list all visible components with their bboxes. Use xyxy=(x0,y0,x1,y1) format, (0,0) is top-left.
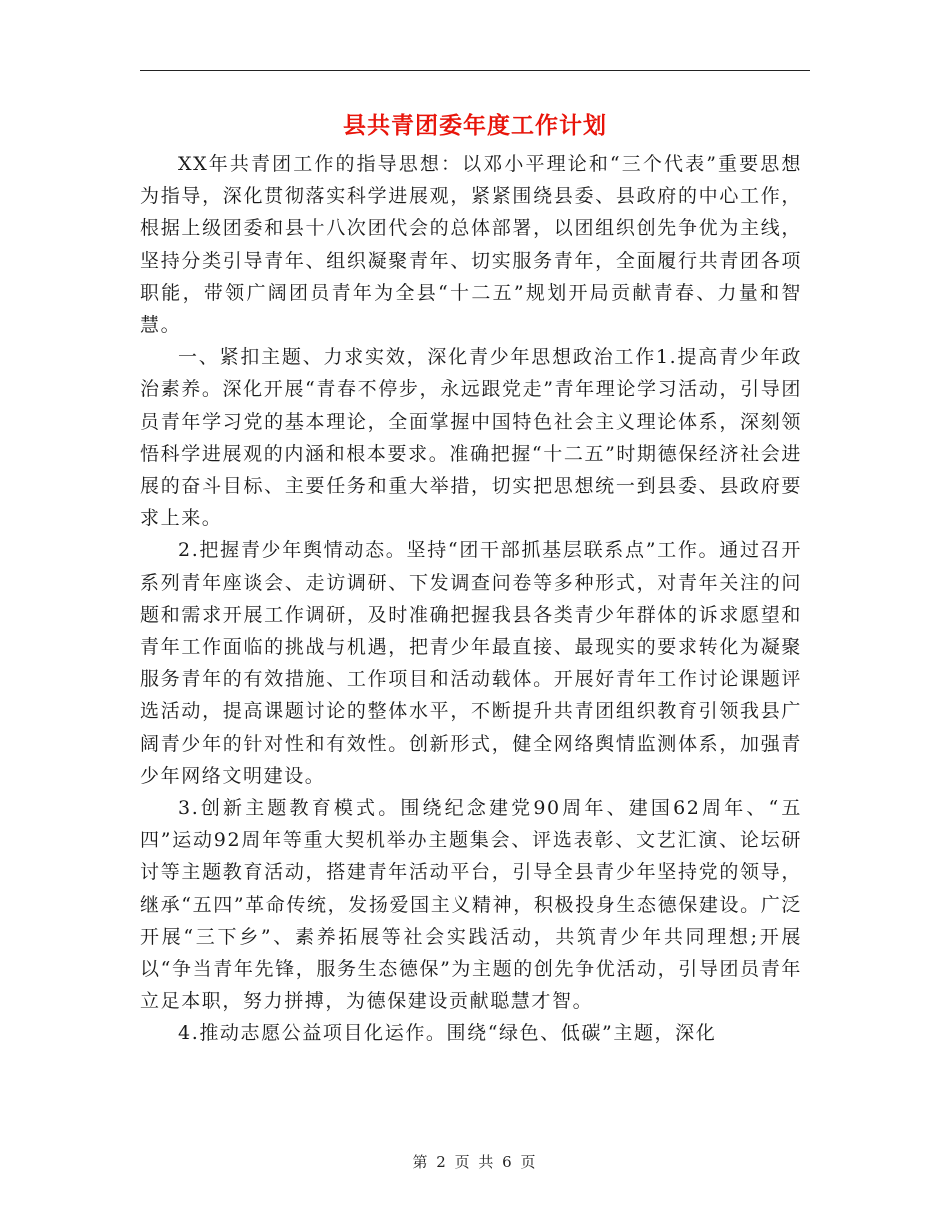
paragraph-item-four: 4.推动志愿公益项目化运作。围绕“绿色、低碳”主题，深化 xyxy=(178,1022,717,1045)
paragraph-section-one: 一、紧扣主题、力求实效，深化青少年思想政治工作1.提高青少年政治素养。深化开展“青春不停步，永远跟党走”青年理论学习活动，引导团员青年学习党的基本理论，全面掌握中国特色社会主义理论体系，深刻领悟科学进展观的内涵和根本要求。准确把握“十二五”时期德保经济社会进展的奋斗目标、主要任务和重大举措，切实把思想统一到县委、县政府要求上来。 xyxy=(140,346,802,530)
document-body xyxy=(140,148,802,1050)
paragraph-item-two: 2.把握青少年舆情动态。坚持“团干部抓基层联系点”工作。通过召开系列青年座谈会、走访调研、下发调查问卷等多种形式，对青年关注的问题和需求开展工作调研，及时准确把握我县各类青少年群体的诉求愿望和青年工作面临的挑战与机遇，把青少年最直接、最现实的要求转化为凝聚服务青年的有效措施、工作项目和活动载体。开展好青年工作讨论课题评选活动，提高课题讨论的整体水平，不断提升共青团组织教育引领我县广阔青少年的针对性和有效性。创新形式，健全网络舆情监测体系，加强青少年网络文明建设。 xyxy=(140,539,802,787)
paragraph-guiding-thought: XX年共青团工作的指导思想：以邓小平理论和“三个代表”重要思想为指导，深化贯彻落实科学进展观，紧紧围绕县委、县政府的中心工作，根据上级团委和县十八次团代会的总体部署，以团组织创先争优为主线，坚持分类引导青年、组织凝聚青年、切实服务青年，全面履行共青团各项职能，带领广阔团员青年为全县“十二五”规划开局贡献青春、力量和智慧。 xyxy=(140,153,802,337)
document-title: 县共青团委年度工作计划 xyxy=(343,113,607,139)
paragraph-item-three: 3.创新主题教育模式。围绕纪念建党90周年、建国62周年、“五四”运动92周年等重大契机举办主题集会、评选表彰、文艺汇演、论坛研讨等主题教育活动，搭建青年活动平台，引导全县青少年坚持党的领导，继承“五四”革命传统，发扬爱国主义精神，积极投身生态德保建设。广泛开展“三下乡”、素养拓展等社会实践活动，共筑青少年共同理想;开展以“争当青年先锋，服务生态德保”为主题的创先争优活动，引导团员青年立足本职，努力拼搏，为德保建设贡献聪慧才智。 xyxy=(140,797,802,1013)
page-number-footer: 第 2 页 共 6 页 xyxy=(412,1153,538,1171)
header-rule xyxy=(140,70,810,71)
